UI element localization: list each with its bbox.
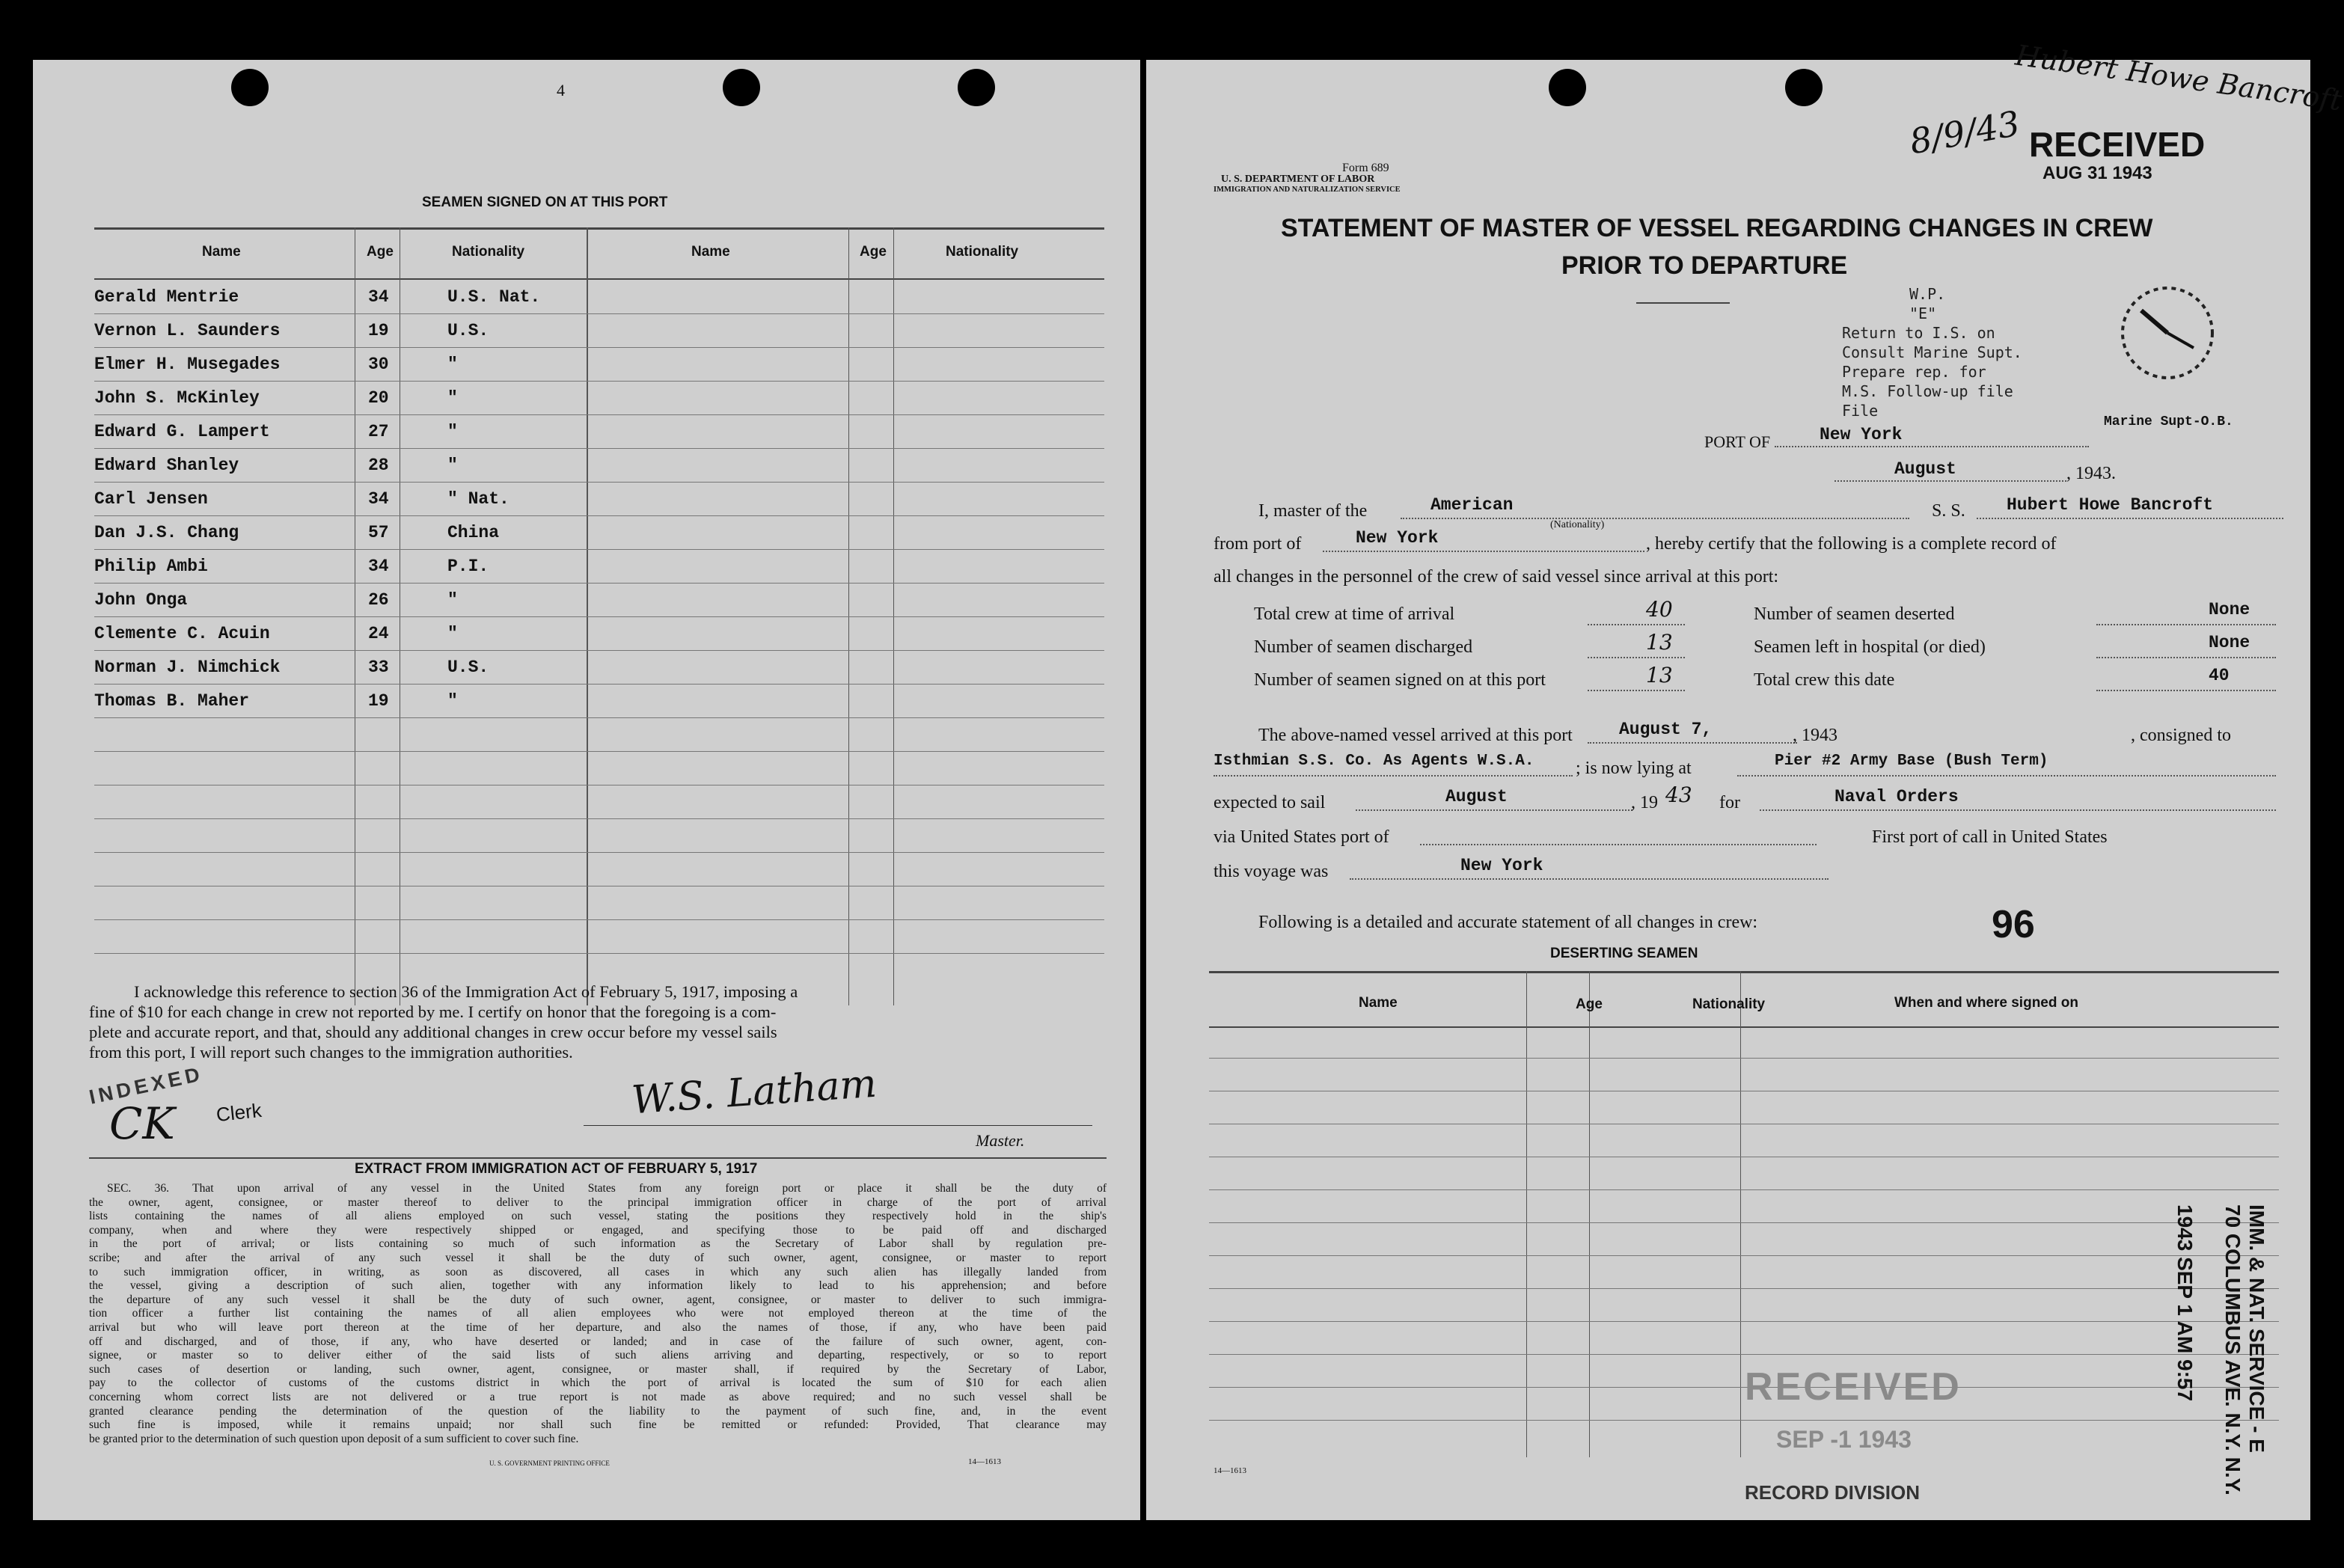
row-rule <box>94 616 1104 617</box>
extract-line: to such immigration officer, in writing, as soon as discovered, all cases in which any such alien has illegally landed from <box>89 1265 1107 1278</box>
port-label: PORT OF <box>1704 432 1771 451</box>
stat-value: 40 <box>1646 597 1673 622</box>
master-label: Master. <box>976 1131 1025 1150</box>
table-row <box>94 281 1104 315</box>
service: IMMIGRATION AND NATURALIZATION SERVICE <box>1214 186 1401 194</box>
vessel-name: Hubert Howe Bancroft <box>2007 495 2214 515</box>
deserting-row-rule <box>1209 1387 2279 1388</box>
table-row <box>94 483 1104 517</box>
stat-value: 13 <box>1646 630 1673 655</box>
column-header-signed-on: When and where signed on <box>1894 995 2078 1011</box>
column-header-nationality: Nationality <box>946 244 1019 260</box>
signature-line <box>584 1125 1092 1126</box>
row-rule <box>94 751 1104 752</box>
form-code: 14—1613 <box>968 1457 1001 1466</box>
cell-nationality: U.S. <box>447 321 489 340</box>
cell-age: 19 <box>368 691 389 711</box>
extract-line: scribe; and after the arrival of any such vessel it shall be the duty of such owner, agent, consignee, or master to report <box>89 1251 1107 1264</box>
form-number: Form 689 <box>1342 162 1389 174</box>
cell-name: Dan J.S. Chang <box>94 523 239 542</box>
sail-month: August <box>1445 787 1508 806</box>
extract-line: arrival but who will leave port thereon at the time of her departure, and also the names of those, if any, who have been paid <box>89 1320 1107 1334</box>
extract-line: such fine is imposed, while it remains unpaid; nor shall such fine be remitted or refunded: Provided, That clearance may <box>89 1418 1107 1432</box>
routing-line: File <box>1842 402 1879 420</box>
routing-line: W.P. <box>1909 285 1946 303</box>
following-label: Following is a detailed and accurate statement of all changes in crew: <box>1258 913 1758 932</box>
row-rule <box>94 583 1104 584</box>
arrived-date: August 7, <box>1619 720 1713 739</box>
ss-label: S. S. <box>1932 501 1965 521</box>
extract-line: off and discharged, and of those, if any, who have deserted or landed; and in case of the failure of such owner, agent, con- <box>89 1335 1107 1348</box>
stat-leader <box>2096 624 2276 625</box>
cell-nationality: " Nat. <box>447 489 510 509</box>
table-row <box>94 517 1104 551</box>
stat-value: None <box>2209 633 2250 652</box>
cell-age: 26 <box>368 590 389 610</box>
certify-text: , hereby certify that the following is a complete record of <box>1646 534 2057 554</box>
table-row <box>94 416 1104 450</box>
extract-line: the vessel, giving a description of such alien, together with any information likely to lead to his apprehension; and before <box>89 1279 1107 1293</box>
extract-line: lists containing the names of all aliens employed on such vessel, stating the positions they respectively hold in the ship's <box>89 1210 1107 1223</box>
extract-line: signee, or master so to deliver either of the said lists of such aliens arriving and departing, respectively, or so to report <box>89 1349 1107 1362</box>
destination-value: Naval Orders <box>1834 787 1959 806</box>
page-count-stamp: 96 <box>1992 903 2035 946</box>
cell-name: Edward G. Lampert <box>94 422 270 441</box>
punch-hole <box>958 69 995 106</box>
cell-age: 34 <box>368 489 389 509</box>
ins-stamp-line: 70 COLUMBUS AVE. N.Y. N.Y. <box>2221 1204 2244 1495</box>
ins-stamp-line: IMM. & NAT. SERVICE - E <box>2245 1204 2268 1453</box>
extract-line: company, when and where they were respectively shipped or engaged, and specifying those to be paid off and discharged <box>89 1223 1107 1237</box>
deserting-header-rule <box>1209 1026 2279 1028</box>
cell-age: 24 <box>368 624 389 643</box>
routing-line: "E" <box>1909 304 1937 322</box>
table-row <box>94 618 1104 652</box>
table-row <box>94 652 1104 685</box>
consignee-value: Isthmian S.S. Co. As Agents W.S.A. <box>1214 753 1534 770</box>
cell-age: 28 <box>368 456 389 475</box>
routing-line: Return to I.S. on <box>1842 324 1995 342</box>
routing-line: Consult Marine Supt. <box>1842 343 2022 361</box>
consignee-line <box>1214 775 1573 777</box>
extract-line: pay to the collector of customs of the customs district in which the port of arrival is located the sum of $10 for each alien <box>89 1376 1107 1390</box>
cell-nationality: " <box>447 624 458 643</box>
vessel-nationality: American <box>1430 495 1514 515</box>
cell-name: John S. McKinley <box>94 388 260 408</box>
deserting-row-rule <box>1209 1288 2279 1289</box>
left-page <box>33 60 1140 1520</box>
extract-line: such cases of desertion or landing, such owner, agent, consignee, or master shall, if required by the Secretary of Labor, <box>89 1362 1107 1376</box>
extract-title: EXTRACT FROM IMMIGRATION ACT OF FEBRUARY 5, 1917 <box>355 1161 758 1177</box>
table-header-rule <box>94 278 1104 280</box>
marine-supt-stamp: Marine Supt-O.B. <box>2104 414 2233 429</box>
punch-hole <box>723 69 760 106</box>
stat-value: None <box>2209 600 2250 619</box>
received-date-stamp: AUG 31 1943 <box>2042 163 2152 183</box>
deserting-row-rule <box>1209 1222 2279 1223</box>
lying-value: Pier #2 Army Base (Bush Term) <box>1775 753 2048 770</box>
deserting-row-rule <box>1209 1321 2279 1322</box>
extract-line: the departure of any such vessel it shall be the duty of such owner, agent, consignee, or master to deliver to such immigra- <box>89 1293 1107 1306</box>
extract-line: granted clearance pending the determination of the question of the liability to the payment of such fine, and, in the event <box>89 1404 1107 1418</box>
stat-leader <box>1588 690 1685 691</box>
table-row <box>94 685 1104 719</box>
deserting-title: DESERTING SEAMEN <box>1550 946 1698 961</box>
indexed-initials: CK <box>109 1098 175 1149</box>
stat-label: Number of seamen discharged <box>1254 637 1473 657</box>
voyage-label: this voyage was <box>1214 862 1329 881</box>
table-row <box>94 315 1104 349</box>
table-row <box>94 786 1104 820</box>
deserting-row-rule <box>1209 1420 2279 1421</box>
voyage-line <box>1350 878 1829 880</box>
cell-age: 33 <box>368 658 389 677</box>
table-top-rule <box>94 227 1104 230</box>
row-rule <box>94 919 1104 920</box>
row-rule <box>94 852 1104 853</box>
cell-name: Philip Ambi <box>94 557 208 576</box>
cell-age: 30 <box>368 355 389 374</box>
sail-label: expected to sail <box>1214 793 1326 812</box>
table-row <box>94 450 1104 483</box>
stat-label: Seamen left in hospital (or died) <box>1754 637 1986 657</box>
lying-line <box>1737 775 2276 777</box>
table-row <box>94 820 1104 854</box>
column-divider <box>1589 971 1590 1457</box>
sail-line <box>1356 809 1632 811</box>
cell-age: 34 <box>368 557 389 576</box>
printer-line: U. S. GOVERNMENT PRINTING OFFICE <box>489 1460 610 1467</box>
indexed-stamp: INDEXED <box>87 1062 206 1109</box>
arrived-year: , 1943 <box>1793 726 1837 745</box>
cell-name: Elmer H. Musegades <box>94 355 281 374</box>
row-rule <box>94 818 1104 819</box>
table-row <box>94 753 1104 786</box>
acknowledgement-line: plete and accurate report, and that, should any additional changes in crew occur before my vessel sails <box>89 1023 777 1041</box>
row-rule <box>94 549 1104 550</box>
via-line <box>1420 844 1817 845</box>
cell-age: 57 <box>368 523 389 542</box>
column-header-nationality: Nationality <box>452 244 525 260</box>
cell-nationality: " <box>447 355 458 374</box>
cell-nationality: " <box>447 388 458 408</box>
stat-label: Total crew at time of arrival <box>1254 604 1455 624</box>
consigned-label: , consigned to <box>2131 726 2231 745</box>
for-label: for <box>1719 793 1740 812</box>
certify-text-2: all changes in the personnel of the crew of said vessel since arrival at this port: <box>1214 567 1779 587</box>
sail-year-prefix: , 19 <box>1631 793 1658 812</box>
extract-text <box>89 1182 1107 1446</box>
cell-nationality: U.S. <box>447 658 489 677</box>
nationality-line <box>1401 518 1909 519</box>
table-row <box>94 382 1104 416</box>
received-stamp: RECEIVED <box>2029 125 2206 164</box>
from-port-value: New York <box>1356 528 1439 548</box>
extract-line: in the port of arrival; or lists containing so much of such information as the Secretary of Labor shall by regulation pre- <box>89 1237 1107 1251</box>
handwritten-date: 8/9/43 <box>1906 102 2023 162</box>
column-header-name: Name <box>691 244 730 260</box>
routing-line: Prepare rep. for <box>1842 363 1986 381</box>
extract-line: the owner, agent, consignee, or master thereof to deliver to the principal immigration officer in charge of the port of arrival <box>89 1195 1107 1209</box>
row-rule <box>94 482 1104 483</box>
title-rule <box>1636 302 1730 304</box>
deserting-row-rule <box>1209 1189 2279 1190</box>
column-header-nationality: Nationality <box>1692 996 1766 1012</box>
cell-nationality: " <box>447 691 458 711</box>
table-row <box>94 719 1104 753</box>
routing-line: M.S. Follow-up file <box>1842 382 2013 400</box>
master-signature: W.S. Latham <box>630 1061 878 1124</box>
row-rule <box>94 313 1104 314</box>
table-row <box>94 349 1104 382</box>
cell-name: Gerald Mentrie <box>94 287 239 307</box>
date-line <box>1834 480 2066 482</box>
received-stamp-faint: RECEIVED <box>1745 1365 1962 1409</box>
cell-age: 27 <box>368 422 389 441</box>
form-subtitle: PRIOR TO DEPARTURE <box>1561 251 1848 280</box>
deserting-row-rule <box>1209 1354 2279 1355</box>
acknowledgement-line: from this port, I will report such changes to the immigration authorities. <box>89 1043 573 1062</box>
cell-name: Carl Jensen <box>94 489 208 509</box>
stat-label: Number of seamen deserted <box>1754 604 1955 624</box>
column-header-name: Name <box>202 244 241 260</box>
arrived-line <box>1588 742 1797 744</box>
cell-nationality: U.S. Nat. <box>447 287 541 307</box>
column-header-age: Age <box>860 244 887 260</box>
voyage-port: New York <box>1460 856 1543 875</box>
section-title: SEAMEN SIGNED ON AT THIS PORT <box>422 195 668 210</box>
stat-leader <box>2096 690 2276 691</box>
master-of-label: I, master of the <box>1258 501 1368 521</box>
port-value: New York <box>1820 425 1903 444</box>
month-value: August <box>1894 459 1956 479</box>
cell-nationality: China <box>447 523 500 542</box>
punch-hole <box>1785 69 1823 106</box>
acknowledgement-line: I acknowledge this reference to section 36 of the Immigration Act of February 5, 1917, imposing a <box>134 982 798 1001</box>
punch-hole <box>231 69 269 106</box>
acknowledgement-text <box>89 981 1107 1062</box>
cell-age: 19 <box>368 321 389 340</box>
handwritten-vessel-name: Hubert Howe Bancroft <box>2013 38 2344 117</box>
column-divider <box>1740 971 1741 1457</box>
stat-value: 40 <box>2209 666 2230 685</box>
column-header-age: Age <box>367 244 394 260</box>
stat-label: Number of seamen signed on at this port <box>1254 670 1546 690</box>
cell-name: Norman J. Nimchick <box>94 658 281 677</box>
row-rule <box>94 953 1104 954</box>
vessel-name-line <box>1977 518 2283 519</box>
column-header-name: Name <box>1359 995 1398 1011</box>
right-page <box>1146 38 2344 1520</box>
stat-leader <box>1588 657 1685 658</box>
from-port-label: from port of <box>1214 534 1302 554</box>
form-title: STATEMENT OF MASTER OF VESSEL REGARDING CHANGES IN CREW <box>1281 214 2153 242</box>
table-row <box>94 551 1104 584</box>
cell-name: Thomas B. Maher <box>94 691 250 711</box>
arrived-label: The above-named vessel arrived at this port <box>1258 726 1573 745</box>
deserting-row-rule <box>1209 1255 2279 1256</box>
cell-nationality: " <box>447 590 458 610</box>
cell-name: Edward Shanley <box>94 456 239 475</box>
cell-age: 34 <box>368 287 389 307</box>
stat-leader <box>2096 657 2276 658</box>
cell-age: 20 <box>368 388 389 408</box>
form-code: 14—1613 <box>1214 1466 1246 1475</box>
clerk-label: Clerk <box>215 1098 263 1127</box>
table-row <box>94 584 1104 618</box>
extract-line: be granted prior to the determination of such question upon deposit of a sum sufficient to cover such fine. <box>89 1432 579 1445</box>
table-row <box>94 854 1104 887</box>
cell-name: Clemente C. Acuin <box>94 624 270 643</box>
cell-name: John Onga <box>94 590 188 610</box>
ins-stamp-date: 1943 SEP 1 AM 9:57 <box>2173 1204 2197 1402</box>
ins-receipt-stamp <box>2221 1204 2268 1495</box>
routing-stamp <box>1842 284 2022 420</box>
stat-leader <box>1588 624 1685 625</box>
stat-value: 13 <box>1646 663 1673 687</box>
cell-name: Vernon L. Saunders <box>94 321 281 340</box>
received-date-faint: SEP -1 1943 <box>1776 1426 1912 1453</box>
acknowledgement-line: fine of $10 for each change in crew not reported by me. I certify on honor that the foregoing is a com- <box>89 1002 777 1021</box>
deserting-row-rule <box>1209 1058 2279 1059</box>
extract-rule <box>89 1157 1107 1159</box>
table-row <box>94 921 1104 955</box>
page-number: 4 <box>557 81 565 99</box>
nationality-caption: (Nationality) <box>1550 519 1605 530</box>
year-value: , 1943. <box>2066 464 2116 483</box>
from-port-line <box>1323 551 1644 552</box>
extract-line: concerning whom correct lists are not delivered or a true report is not made as above required; and no such vessel shall be <box>89 1390 1107 1403</box>
stat-label: Total crew this date <box>1754 670 1895 690</box>
column-divider <box>1526 971 1527 1457</box>
destination-line <box>1760 809 2276 811</box>
time-clock-icon <box>2111 277 2224 389</box>
punch-hole <box>1549 69 1586 106</box>
port-line <box>1775 446 2089 447</box>
extract-line: SEC. 36. That upon arrival of any vessel in the United States from any foreign port or place it shall be the duty of <box>107 1182 1107 1195</box>
row-rule <box>94 515 1104 516</box>
table-row <box>94 887 1104 921</box>
first-port-label: First port of call in United States <box>1872 827 2108 847</box>
cell-nationality: " <box>447 422 458 441</box>
column-header-age: Age <box>1576 996 1603 1012</box>
deserting-table-top <box>1209 971 2279 973</box>
department: U. S. DEPARTMENT OF LABOR <box>1221 174 1375 185</box>
sail-year: 43 <box>1665 783 1692 807</box>
cell-nationality: " <box>447 456 458 475</box>
extract-line: tion officer a further list containing the names of all alien employees who were not employed thereon at the time of the <box>89 1307 1107 1320</box>
record-division-stamp: RECORD DIVISION <box>1745 1481 1921 1504</box>
cell-nationality: P.I. <box>447 557 489 576</box>
lying-label: ; is now lying at <box>1576 759 1692 778</box>
via-label: via United States port of <box>1214 827 1389 847</box>
